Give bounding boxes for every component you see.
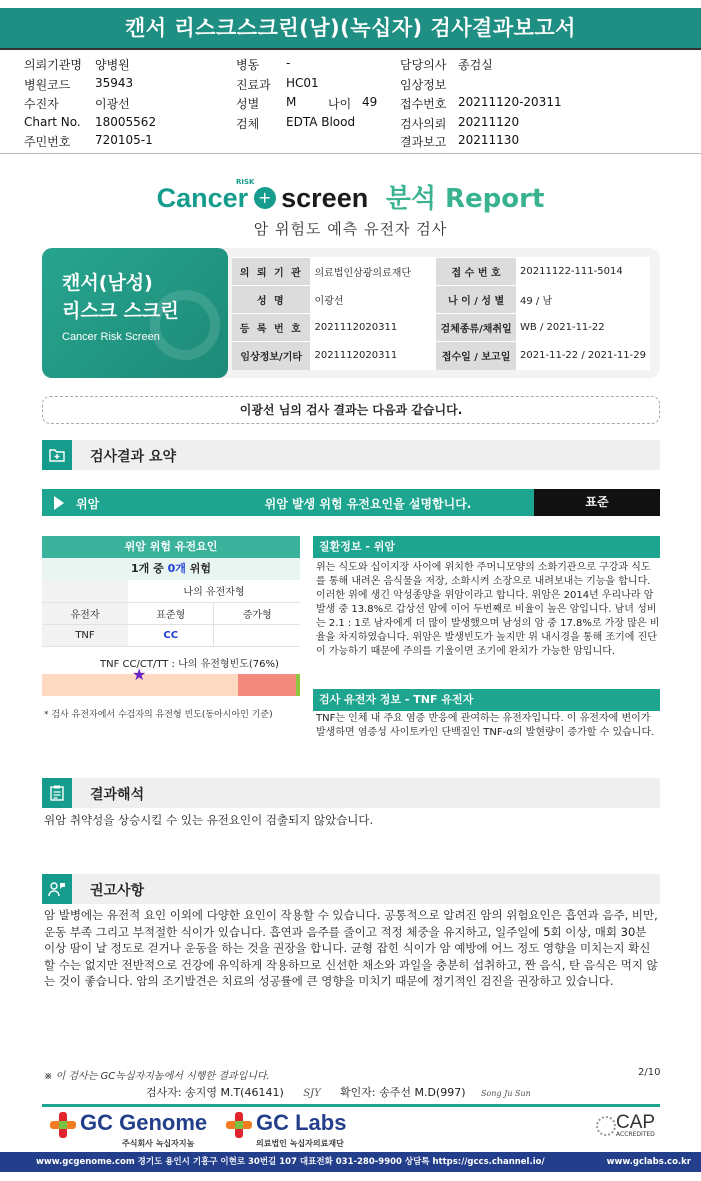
footer-bar xyxy=(0,1152,701,1172)
meta-value-age: 49 xyxy=(362,95,378,109)
clipboard-icon xyxy=(42,778,72,808)
meta-label-sex: 성별 xyxy=(236,97,260,111)
meta-value-ward: - xyxy=(286,56,291,70)
meta-value-doctor: 종검실 xyxy=(458,58,493,72)
brand-part3: 분석 Report xyxy=(385,184,545,214)
standard-col-header: 표준형 xyxy=(128,602,214,624)
report-title: 캔서 리스크스크린(남)(녹십자) 검사결과보고서 xyxy=(0,8,701,48)
disease-info-header: 질환정보 - 위암 xyxy=(313,536,660,558)
info-value: WB / 2021-11-22 xyxy=(516,314,650,342)
section-title: 권고사항 xyxy=(90,883,145,899)
report-subtitle: 암 위험도 예측 유전자 검사 xyxy=(253,220,448,238)
gene-info-text: TNF는 인체 내 주요 염증 반응에 관여하는 유전자입니다. 이 유전자에 변이가 발생하면 염증성 사이토카인 단백질인 TNF-α의 발현량이 증가할 수 있습니다. xyxy=(316,713,655,738)
gene-count-risk: 0개 xyxy=(167,562,186,575)
frequency-label: TNF CC/CT/TT : 나의 유전형빈도(76%) xyxy=(100,659,279,670)
gc-genome-text: GC Genome xyxy=(80,1110,208,1135)
recommendation-text: 암 발병에는 유전적 요인 이외에 다양한 요인이 작용할 수 있습니다. 공통적으로 알려진 암의 위험요인은 흡연과 음주, 비만, 운동 부족 그리고 부적절한 식이가 있습니다. 흡연과 음주를 줄이고 적정 체중을 유지하고, 일주일에 5회 이상, 매회 30분 이상 땀이 날 정도로 걷거나 운동을 하는 것을 권장을 합니다. 균형 잡힌 식이가 암 예방에 어느 정도 영향을 미치는지 확신할 수는 없지만 전반적으로 건강에 유익하게 작용하므로 신선한 채소와 과일을 충분히 섭취하고, 짠 음식, 탄 음식은 먹지 않는 것이 좋습니다. 암의 조기발견은 치료의 성공률에 큰 영향을 미치기 때문에 정기적인 검진을 권장하고 있습니다. xyxy=(44,908,658,989)
gene-name: TNF xyxy=(42,624,128,646)
info-value: 의료법인삼광의료재단 xyxy=(310,258,436,286)
footer-site: www.gclabs.co.kr xyxy=(606,1157,691,1167)
meta-value-report-date: 20211130 xyxy=(458,133,520,147)
cap-seal-icon xyxy=(596,1116,616,1136)
info-key: 접 수 번 호 xyxy=(436,258,516,286)
section-interpretation xyxy=(42,778,660,808)
cap-accredited-logo xyxy=(596,1112,660,1148)
info-table xyxy=(232,257,650,370)
meta-label-ward: 병동 xyxy=(236,58,260,72)
info-key: 접수일 / 보고일 xyxy=(436,342,516,370)
info-row xyxy=(232,342,650,370)
star-marker-icon: ★ xyxy=(132,665,147,684)
examiner-name: 검사자: 송지영 M.T(46141) xyxy=(146,1086,284,1099)
meta-label-clinical-info: 임상정보 xyxy=(400,78,447,92)
gc-cross-icon xyxy=(226,1112,252,1138)
frequency-bar-end xyxy=(296,674,300,696)
meta-value-resident-no: 720105-1 xyxy=(95,133,153,147)
gene-footnote: * 검사 유전자에서 수검자의 유전형 빈도(동아시아인 기준) xyxy=(44,710,273,720)
meta-value-hospital-code: 35943 xyxy=(95,76,134,90)
confirmer-signature: Song Ju Sun xyxy=(481,1089,531,1098)
meta-label-report-date: 결과보고 xyxy=(400,135,447,149)
meta-value-specimen: EDTA Blood xyxy=(286,115,356,129)
info-value: 이광선 xyxy=(310,286,436,314)
meta-value-request-date: 20211120 xyxy=(458,115,520,129)
meta-value-sex: M xyxy=(286,95,297,109)
increased-col-header: 증가형 xyxy=(214,602,300,624)
gc-genome-sub: 주식회사 녹십자지놈 xyxy=(122,1139,195,1148)
genotype-table xyxy=(42,580,300,647)
meta-label-age: 나이 xyxy=(328,97,352,111)
meta-label-resident-no: 주민번호 xyxy=(24,135,71,149)
meta-divider xyxy=(0,153,701,154)
info-value: 2021-11-22 / 2021-11-29 xyxy=(516,342,650,370)
genotype-col-row xyxy=(42,602,300,624)
section-title: 검사결과 요약 xyxy=(90,449,177,465)
info-row xyxy=(232,258,650,286)
page-number: 2/10 xyxy=(638,1067,661,1078)
gene-panel-header: 위암 위험 유전요인 xyxy=(42,536,300,558)
info-row xyxy=(232,286,650,314)
footer-note: ※ 이 검사는 GC녹십자지놈에서 시행한 결과입니다. xyxy=(44,1071,270,1082)
footer-address: www.gcgenome.com 경기도 용인시 기흥구 이현로 30번길 107 대표전화 031-280-9900 상담톡 https://gccs.channel.io/ xyxy=(36,1157,545,1167)
meta-label-hospital-code: 병원코드 xyxy=(24,78,71,92)
meta-label-patient: 수진자 xyxy=(24,97,59,111)
folder-icon xyxy=(42,440,72,470)
greeting-banner: 이광선 님의 검사 결과는 다음과 같습니다. xyxy=(42,396,660,424)
info-key: 검체종류/채취일 xyxy=(436,314,516,342)
examiner-signature: SJY xyxy=(303,1088,321,1099)
gene-count-post: 위험 xyxy=(185,562,211,575)
result-row xyxy=(42,489,534,516)
card-title-en: Cancer Risk Screen xyxy=(62,331,160,343)
card-title-2: 리스크 스크린 xyxy=(62,300,179,322)
info-key: 성 명 xyxy=(232,286,310,314)
meta-label-specimen: 검체 xyxy=(236,117,260,131)
gc-labs-logo xyxy=(226,1110,426,1150)
gene-info-header: 검사 유전자 정보 - TNF 유전자 xyxy=(313,689,660,711)
section-summary xyxy=(42,440,660,470)
meta-value-receipt-no: 20211120-20311 xyxy=(458,95,562,109)
blank-cell xyxy=(42,580,128,602)
info-key: 등 록 번 호 xyxy=(232,314,310,342)
header-divider xyxy=(0,48,701,50)
brand-logo xyxy=(0,178,701,218)
meta-label-department: 진료과 xyxy=(236,78,271,92)
gene-risk-count xyxy=(42,558,300,580)
my-genotype-header: 나의 유전자형 xyxy=(128,580,300,602)
brand-part2: screen xyxy=(281,183,369,213)
frequency-bar-risk xyxy=(238,674,296,696)
gene-col-header: 유전자 xyxy=(42,602,128,624)
plus-icon: + xyxy=(254,187,276,209)
brand-part1: Cancer xyxy=(156,183,249,213)
interpretation-text: 위암 취약성을 상승시킬 수 있는 유전요인이 검출되지 않았습니다. xyxy=(44,813,374,827)
gc-labs-text: GC Labs xyxy=(256,1110,347,1135)
meta-label-request-date: 검사의뢰 xyxy=(400,117,447,131)
genotype-data-row xyxy=(42,624,300,646)
brand-risk-tag: RISK xyxy=(236,178,255,186)
card-title-1: 캔서(남성) xyxy=(62,272,153,294)
meta-label-institution: 의뢰기관명 xyxy=(24,58,82,72)
confirmer-name: 확인자: 송주선 M.D(997) xyxy=(340,1086,466,1099)
meta-label-doctor: 담당의사 xyxy=(400,58,447,72)
meta-label-chart-no: Chart No. xyxy=(24,115,81,129)
examiner xyxy=(146,1084,321,1100)
confirmer xyxy=(340,1084,531,1100)
genotype-head-row xyxy=(42,580,300,602)
result-description: 위암 발생 위험 유전요인을 설명합니다. xyxy=(264,497,472,511)
meta-value-patient: 이광선 xyxy=(95,97,130,111)
meta-value-department: HC01 xyxy=(286,76,319,90)
info-value: 49 / 남 xyxy=(516,286,650,314)
info-key: 나 이 / 성 별 xyxy=(436,286,516,314)
result-badge: 표준 xyxy=(534,489,660,516)
disease-info-text: 위는 식도와 십이지장 사이에 위치한 주머니모양의 소화기관으로 구강과 식도를 통해 내려온 음식물을 저장, 소화시켜 소장으로 내려보내는 기능을 합니다. 이러한 위에 생긴 악성종양을 위암이라고 합니다. 위암은 2014년 우리나라 암 발생 중 13.8%로 갑상선 암에 이어 두번째로 비율이 높은 암입니다. 남녀 성비는 2.1 : 1로 남자에게 더 많이 발생했으며 남성의 암 중 17.8%로 가장 많은 비율을 차지하였습니다. 위암은 발생빈도가 높지만 위 내시경을 통해 조기에 진단이 가능하기 때문에 주의를 기울이면 조기에 완치가 가능한 암입니다. xyxy=(316,562,660,657)
meta-label-receipt-no: 접수번호 xyxy=(400,97,447,111)
result-name: 위암 xyxy=(76,497,100,511)
gc-labs-sub: 의료법인 녹십자의료재단 xyxy=(256,1139,344,1148)
info-value: 2021112020311 xyxy=(310,314,436,342)
gc-cross-icon xyxy=(50,1112,76,1138)
cap-text: CAP xyxy=(616,1112,656,1133)
section-title: 결과해석 xyxy=(90,787,145,803)
meta-value-chart-no: 18005562 xyxy=(95,115,157,129)
gene-count-pre: 1개 중 xyxy=(131,562,168,575)
info-row xyxy=(232,314,650,342)
info-value: 2021112020311 xyxy=(310,342,436,370)
cap-sub: ACCREDITED xyxy=(616,1131,655,1138)
info-key: 임상정보/기타 xyxy=(232,342,310,370)
section-recommendation xyxy=(42,874,660,904)
standard-genotype: CC xyxy=(128,624,214,646)
footer-divider xyxy=(42,1104,660,1107)
info-value: 20211122-111-5014 xyxy=(516,258,650,286)
consult-icon xyxy=(42,874,72,904)
increased-genotype xyxy=(214,624,300,646)
gc-genome-logo xyxy=(50,1110,250,1150)
info-key: 의 뢰 기 관 xyxy=(232,258,310,286)
meta-value-institution: 양병원 xyxy=(95,58,130,72)
